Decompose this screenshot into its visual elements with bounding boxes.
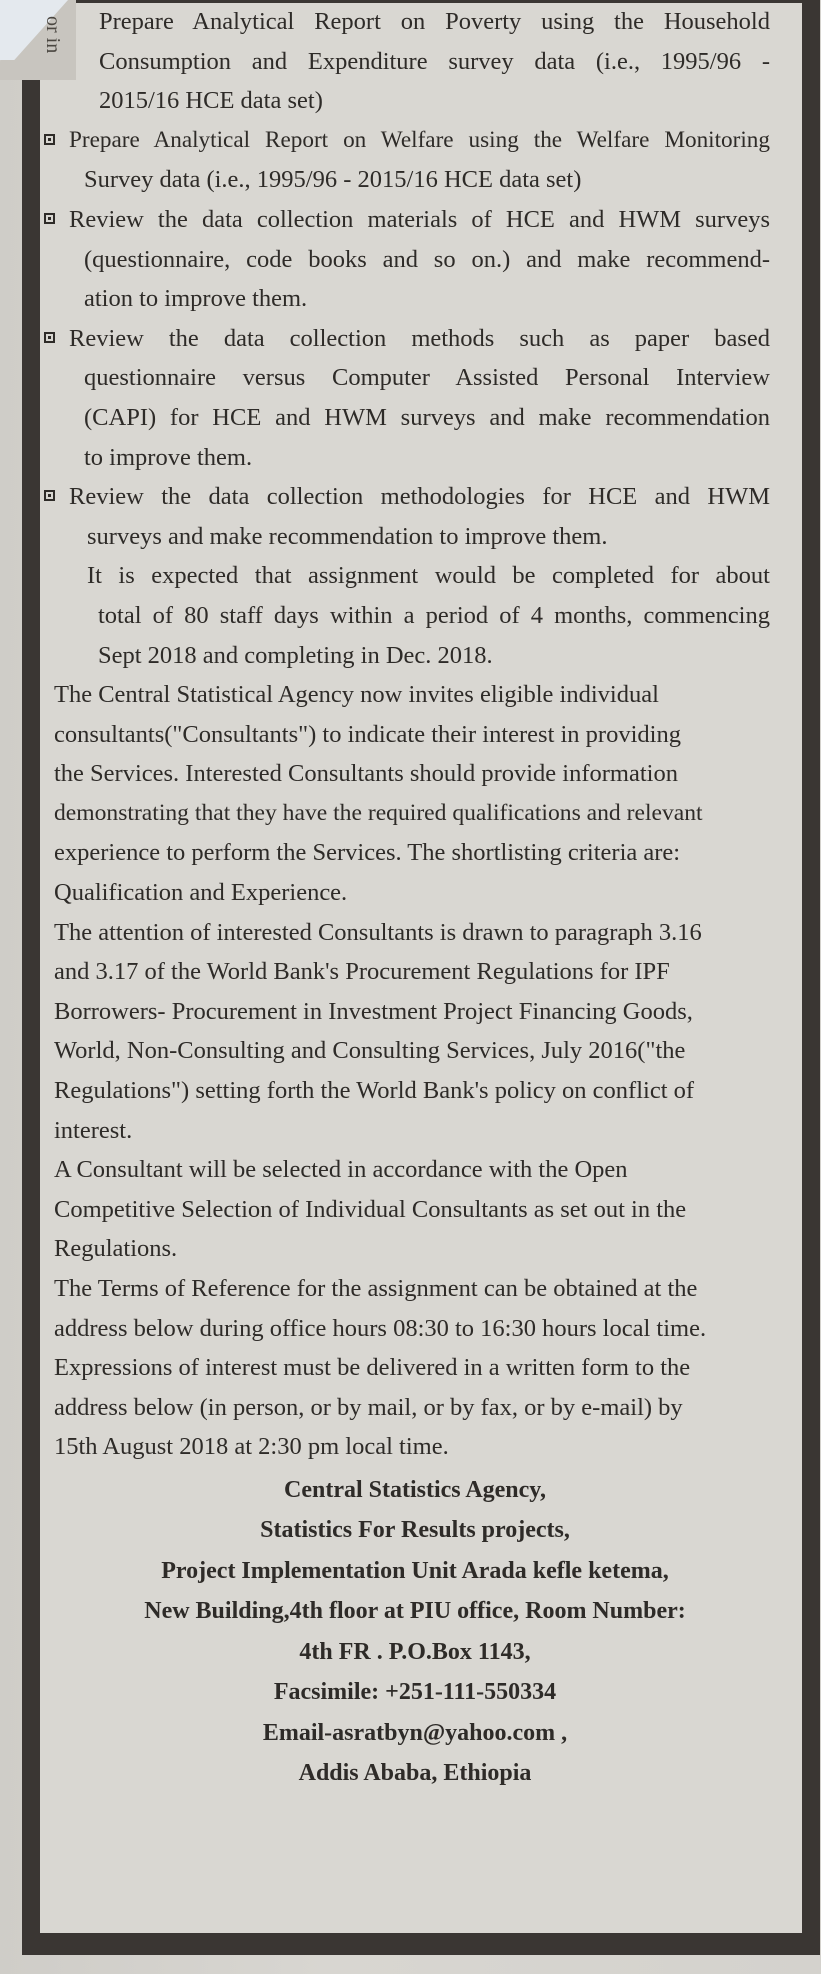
task-line: ation to improve them. [84,285,308,313]
paragraph-line: The Central Statistical Agency now invites eligible individual [54,681,659,709]
paragraph-line: A Consultant will be selected in accordance with the Open [54,1156,628,1184]
paragraph-line: The Terms of Reference for the assignment can be obtained at the [54,1275,698,1302]
task-line: questionnaire versus Computer Assisted Personal Interview [84,364,770,392]
paragraph-line: and 3.17 of the World Bank's Procurement Regulations for IPF [54,958,670,986]
task-line: (questionnaire, code books and so on.) and make recommend- [84,245,770,273]
invitation-paragraph [54,675,770,913]
paragraph-line: consultants("Consultants") to indicate their interest in providing [54,720,681,748]
paragraph-line: Qualification and Experience. [54,879,348,907]
paragraph-line: demonstrating that they have the required qualifications and relevant [54,799,703,826]
selection-method-paragraph [54,1150,770,1269]
task-item-welfare-report [45,121,770,200]
paragraph-line: address below (in person, or by mail, or by fax, or by e-mail) by [54,1393,683,1421]
paragraph-line: Expressions of interest must be delivered in a written form to the [54,1354,691,1382]
address-fax: Facsimile: +251-111-550334 [273,1679,557,1706]
task-line: Prepare Analytical Report on Poverty using the Household [99,8,770,35]
paragraph-line: the Services. Interested Consultants should provide information [54,760,678,788]
conflict-of-interest-paragraph [54,913,770,1151]
paragraph-line: interest. [54,1116,133,1144]
paragraph-line: It is expected that assignment would be completed for about [87,562,770,590]
task-line: Survey data (i.e., 1995/96 - 2015/16 HCE data set) [84,166,582,194]
assignment-duration-paragraph [60,556,770,675]
paragraph-line: experience to perform the Services. The shortlisting criteria are: [54,839,681,867]
bullet-square-icon [44,490,55,501]
task-item-review-materials [45,200,770,319]
paragraph-line: address below during office hours 08:30 to 16:30 hours local time. [54,1314,707,1342]
task-item-review-methods [45,319,770,477]
address-agency: Central Statistics Agency, [284,1476,546,1503]
paragraph-line: Regulations") setting forth the World Bank's policy on conflict of [54,1077,695,1105]
submission-paragraph [54,1269,770,1467]
address-unit: Project Implementation Unit Arada kefle ketema, [161,1557,669,1584]
task-line: Prepare Analytical Report on Welfare using the Welfare Monitoring [69,126,770,153]
paragraph-line: 15th August 2018 at 2:30 pm local time. [54,1433,449,1461]
bullet-square-icon [44,213,55,224]
task-line: Review the data collection materials of HCE and HWM surveys [69,205,770,233]
paragraph-line: Borrowers- Procurement in Investment Project Financing Goods, [54,997,693,1025]
task-item-review-methodologies [45,477,770,556]
task-line: surveys and make recommendation to improve them. [87,522,608,550]
task-line: 2015/16 HCE data set) [99,87,323,115]
paragraph-line: Regulations. [54,1235,178,1263]
paragraph-line: The attention of interested Consultants is drawn to paragraph 3.16 [54,918,702,946]
address-email: Email-asratbyn@yahoo.com , [262,1719,568,1746]
paragraph-line: Sept 2018 and completing in Dec. 2018. [98,641,493,669]
address-building: New Building,4th floor at PIU office, Room Number: [144,1598,686,1625]
paragraph-line: total of 80 staff days within a period of 4 months, commencing [98,601,770,629]
paragraph-line: Competitive Selection of Individual Consultants as set out in the [54,1195,687,1223]
address-po-box: 4th FR . P.O.Box 1143, [299,1638,531,1665]
task-line: Review the data collection methods such as paper based [69,324,770,352]
address-project: Statistics For Results projects, [260,1517,570,1544]
task-item-poverty-report [60,2,770,121]
task-line: (CAPI) for HCE and HWM surveys and make recommendation [84,403,770,431]
bullet-square-icon [44,134,55,145]
contact-address-block [60,1470,770,1794]
task-line: Review the data collection methodologies for HCE and HWM [69,483,770,511]
advertisement-body [54,2,770,1794]
task-line: Consumption and Expenditure survey data (i.e., 1995/96 - [99,47,770,75]
task-line: to improve them. [84,443,253,471]
paragraph-line: World, Non-Consulting and Consulting Services, July 2016("the [54,1037,686,1065]
corner-fragment-text: or in [42,16,64,54]
address-city: Addis Ababa, Ethiopia [298,1760,532,1787]
bullet-square-icon [44,332,55,343]
